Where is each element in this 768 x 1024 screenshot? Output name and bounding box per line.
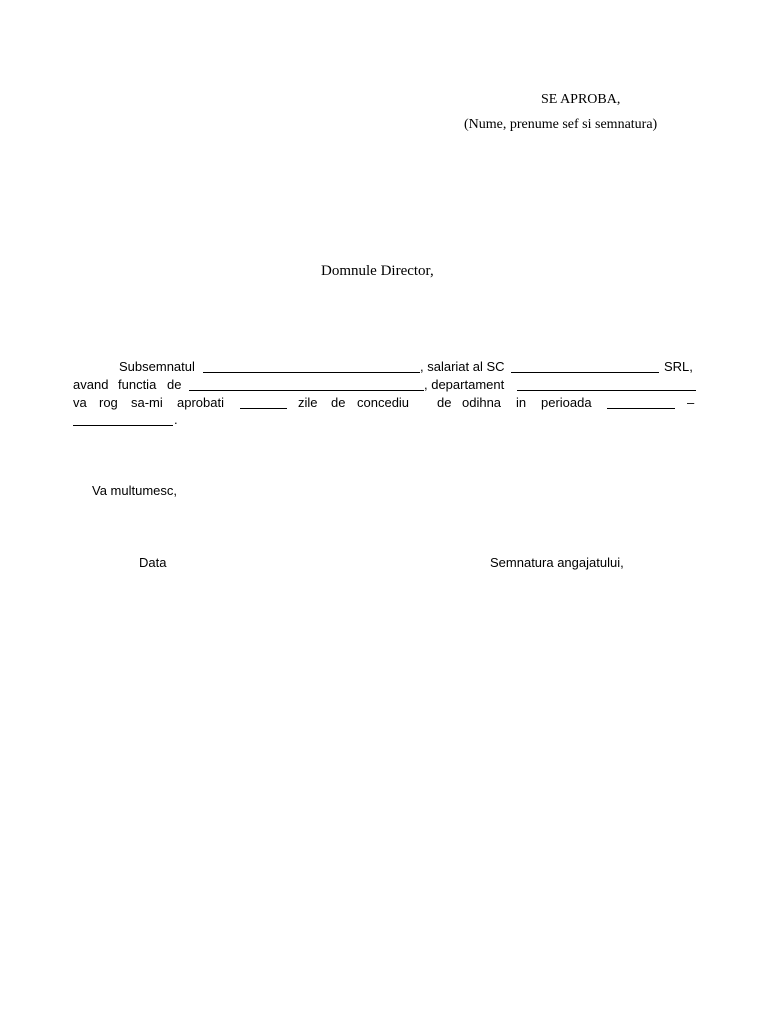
- label-departament: , departament: [424, 377, 505, 392]
- department-blank[interactable]: [517, 390, 696, 391]
- word-de-2: de: [331, 395, 346, 410]
- body-line-4: [73, 412, 696, 430]
- approval-title: SE APROBA,: [541, 92, 621, 107]
- word-de: de: [167, 377, 182, 392]
- word-in: in: [516, 395, 527, 410]
- salutation: Domnule Director,: [321, 263, 434, 279]
- period-start-blank[interactable]: [607, 408, 675, 409]
- body-line-3: [73, 395, 696, 413]
- closing: Va multumesc,: [92, 483, 178, 498]
- word-odihna: odihna: [462, 395, 502, 410]
- word-sami: sa-mi: [131, 395, 163, 410]
- label-subsemnatul: Subsemnatul: [119, 359, 195, 374]
- label-srl: SRL,: [664, 359, 693, 374]
- period-dash: –: [687, 395, 695, 410]
- company-blank[interactable]: [511, 372, 659, 373]
- word-aprobati: aprobati: [177, 395, 224, 410]
- name-blank[interactable]: [203, 372, 420, 373]
- word-de-3: de: [437, 395, 452, 410]
- word-rog: rog: [99, 395, 118, 410]
- word-avand: avand: [73, 377, 109, 392]
- body-line-2: [73, 377, 696, 395]
- word-perioada: perioada: [541, 395, 592, 410]
- period-end-blank[interactable]: [73, 425, 173, 426]
- days-blank[interactable]: [240, 408, 287, 409]
- word-zile: zile: [298, 395, 318, 410]
- approval-note: (Nume, prenume sef si semnatura): [464, 117, 658, 132]
- body-line-1: [73, 359, 696, 377]
- word-functia: functia: [118, 377, 157, 392]
- word-concediu: concediu: [357, 395, 410, 410]
- function-blank[interactable]: [189, 390, 424, 391]
- word-va: va: [73, 395, 87, 410]
- date-label: Data: [139, 555, 167, 570]
- signature-label: Semnatura angajatului,: [490, 555, 624, 570]
- period-end-dot: .: [174, 412, 178, 427]
- label-salariat: , salariat al SC: [420, 359, 505, 374]
